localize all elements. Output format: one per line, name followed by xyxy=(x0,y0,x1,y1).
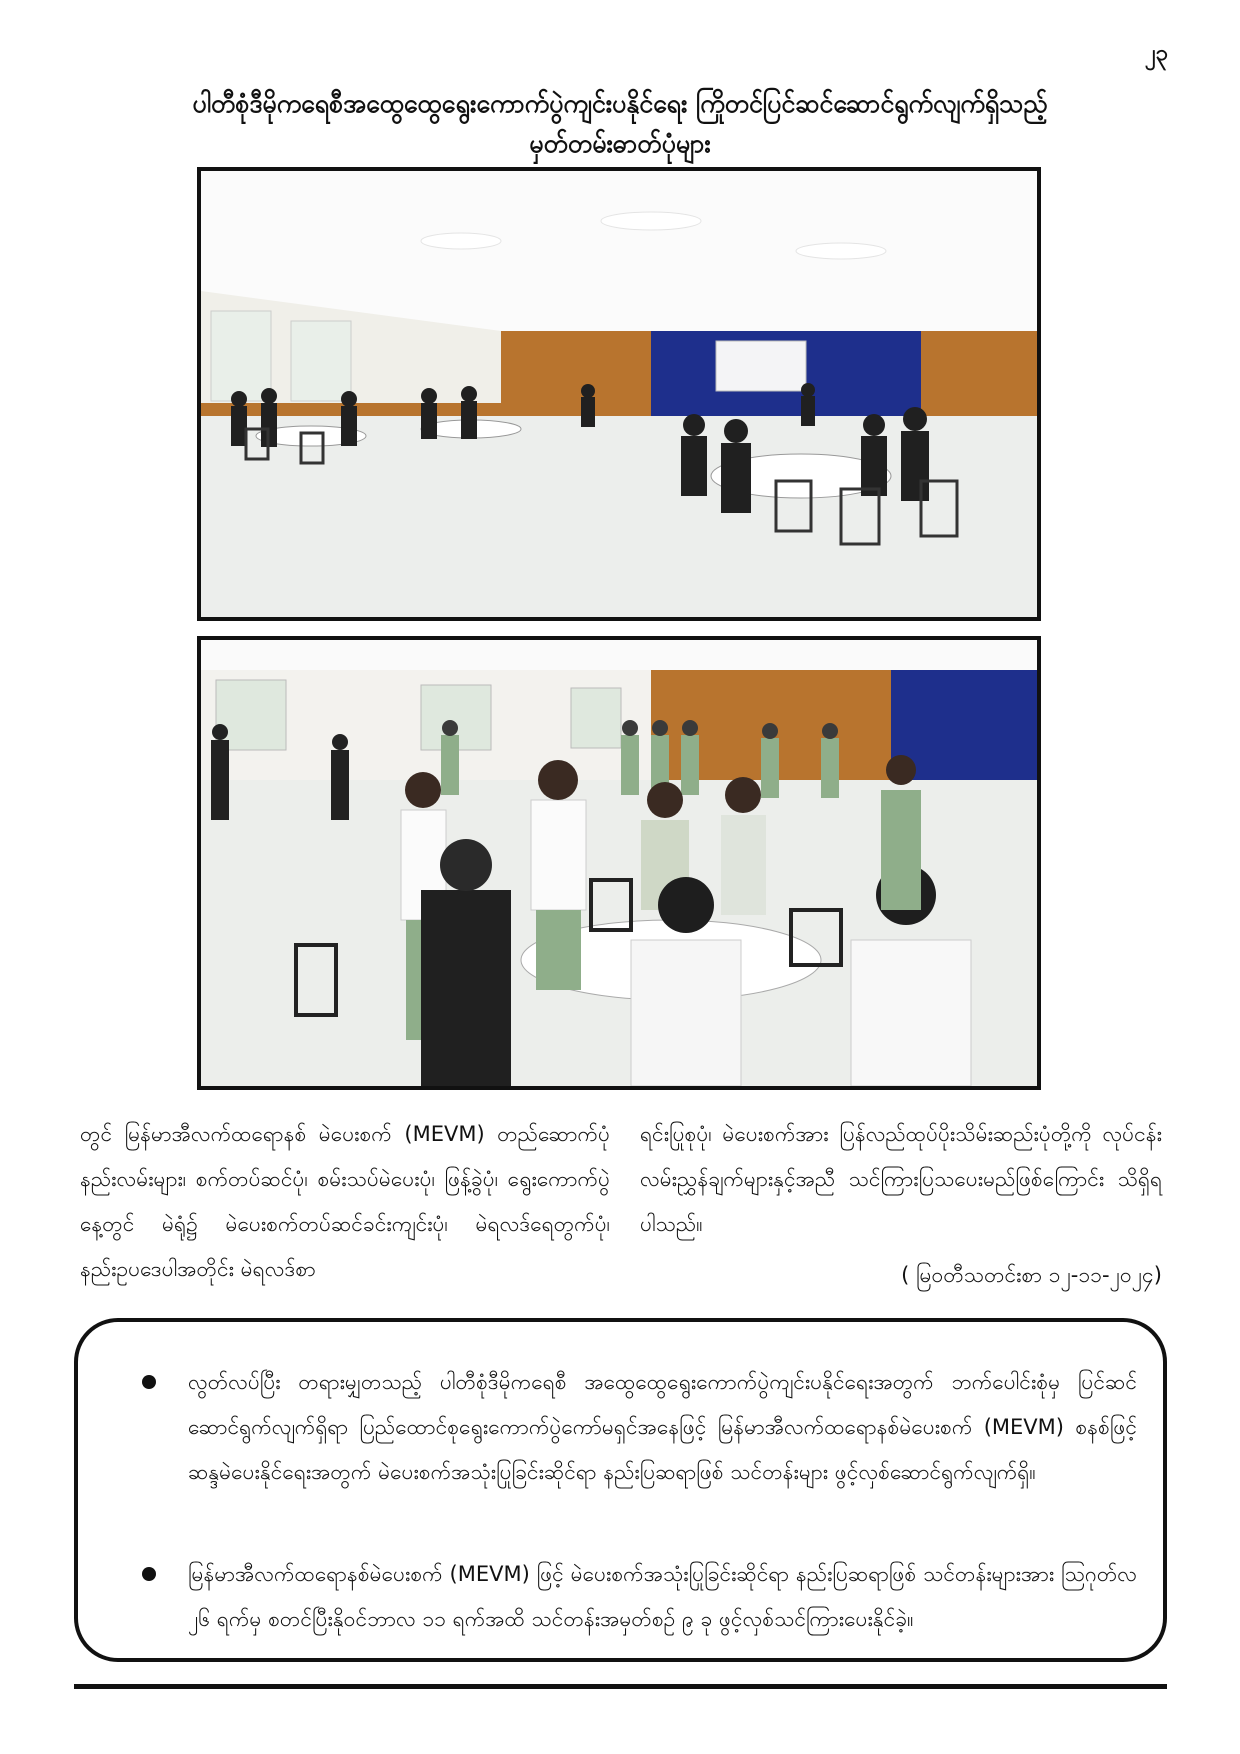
summary-bullet-1 xyxy=(132,1360,1137,1495)
page-number: ၂၃ xyxy=(1144,41,1168,66)
article-right-column: ရင်းပြုစုပုံ၊ မဲပေးစက်အား ပြန်လည်ထုပ်ပိုးသိမ်းဆည်းပုံတို့ကို လုပ်ငန်းလမ်းညွှန်ချက်များနှင့်အညီ သင်ကြားပြသပေးမည်ဖြစ်ကြောင်း သိရှိရပါသည်။ xyxy=(640,1122,1162,1236)
bottom-divider xyxy=(74,1684,1167,1689)
article-left-column: တွင် မြန်မာအီလက်ထရောနစ် မဲပေးစက် (MEVM) တည်ဆောက်ပုံနည်းလမ်းများ၊ စက်တပ်ဆင်ပုံ၊ စမ်းသပ်မဲပေးပုံ၊ ဖြန့်ခွဲပုံ၊ ရွေးကောက်ပွဲနေ့တွင် မဲရုံ၌ မဲပေးစက်တပ်ဆင်ခင်းကျင်းပုံ၊ မဲရလဒ်ရေတွက်ပုံ၊ နည်းဥပဒေပါအတိုင်း မဲရလဒ်စာ xyxy=(80,1122,610,1281)
summary-bullet-2 xyxy=(132,1552,1137,1642)
title-line-1: ပါတီစုံဒီမိုကရေစီအထွေထွေရွေးကောက်ပွဲကျင်းပနိုင်ရေး ကြိုတင်ပြင်ဆင်ဆောင်ရွက်လျက်ရှိသည့် xyxy=(192,89,1048,118)
summary-bullet-2-text: မြန်မာအီလက်ထရောနစ်မဲပေးစက် (MEVM) ဖြင့် မဲပေးစက်အသုံးပြုခြင်းဆိုင်ရာ နည်းပြဆရာဖြစ် သင်တန်းများအား ဩဂုတ်လ ၂၆ ရက်မှ စတင်ပြီးနိုဝင်ဘာလ ၁၁ ရက်အထိ သင်တန်းအမှတ်စဉ် ၉ ခု ဖွင့်လှစ်သင်ကြားပေးနိုင်ခဲ့။ xyxy=(188,1562,1137,1631)
training-hall-photo xyxy=(197,167,1041,621)
bullet-icon xyxy=(142,1567,156,1581)
instructor-trainees-photo xyxy=(197,636,1041,1090)
bullet-icon xyxy=(142,1375,156,1389)
source-citation: ( မြဝတီသတင်းစာ ၁၂-၁၁-၂၀၂၄) xyxy=(901,1263,1162,1287)
summary-bullet-1-text: လွတ်လပ်ပြီး တရားမျှတသည့် ပါတီစုံဒီမိုကရေစီ အထွေထွေရွေးကောက်ပွဲကျင်းပနိုင်ရေးအတွက် ဘက်ပေါင်းစုံမှ ပြင်ဆင်ဆောင်ရွက်လျက်ရှိရာ ပြည်ထောင်စုရွေးကောက်ပွဲကော်မရှင်အနေဖြင့် မြန်မာအီလက်ထရောနစ်မဲပေးစက် (MEVM) စနစ်ဖြင့် ဆန္ဒမဲပေးနိုင်ရေးအတွက် မဲပေးစက်အသုံးပြုခြင်းဆိုင်ရာ နည်းပြဆရာဖြစ် သင်တန်းများ ဖွင့်လှစ်ဆောင်ရွက်လျက်ရှိ။ xyxy=(188,1370,1137,1484)
page-title xyxy=(100,84,1140,164)
title-line-2: မှတ်တမ်းဓာတ်ပုံများ xyxy=(529,129,711,158)
summary-box xyxy=(74,1318,1167,1662)
